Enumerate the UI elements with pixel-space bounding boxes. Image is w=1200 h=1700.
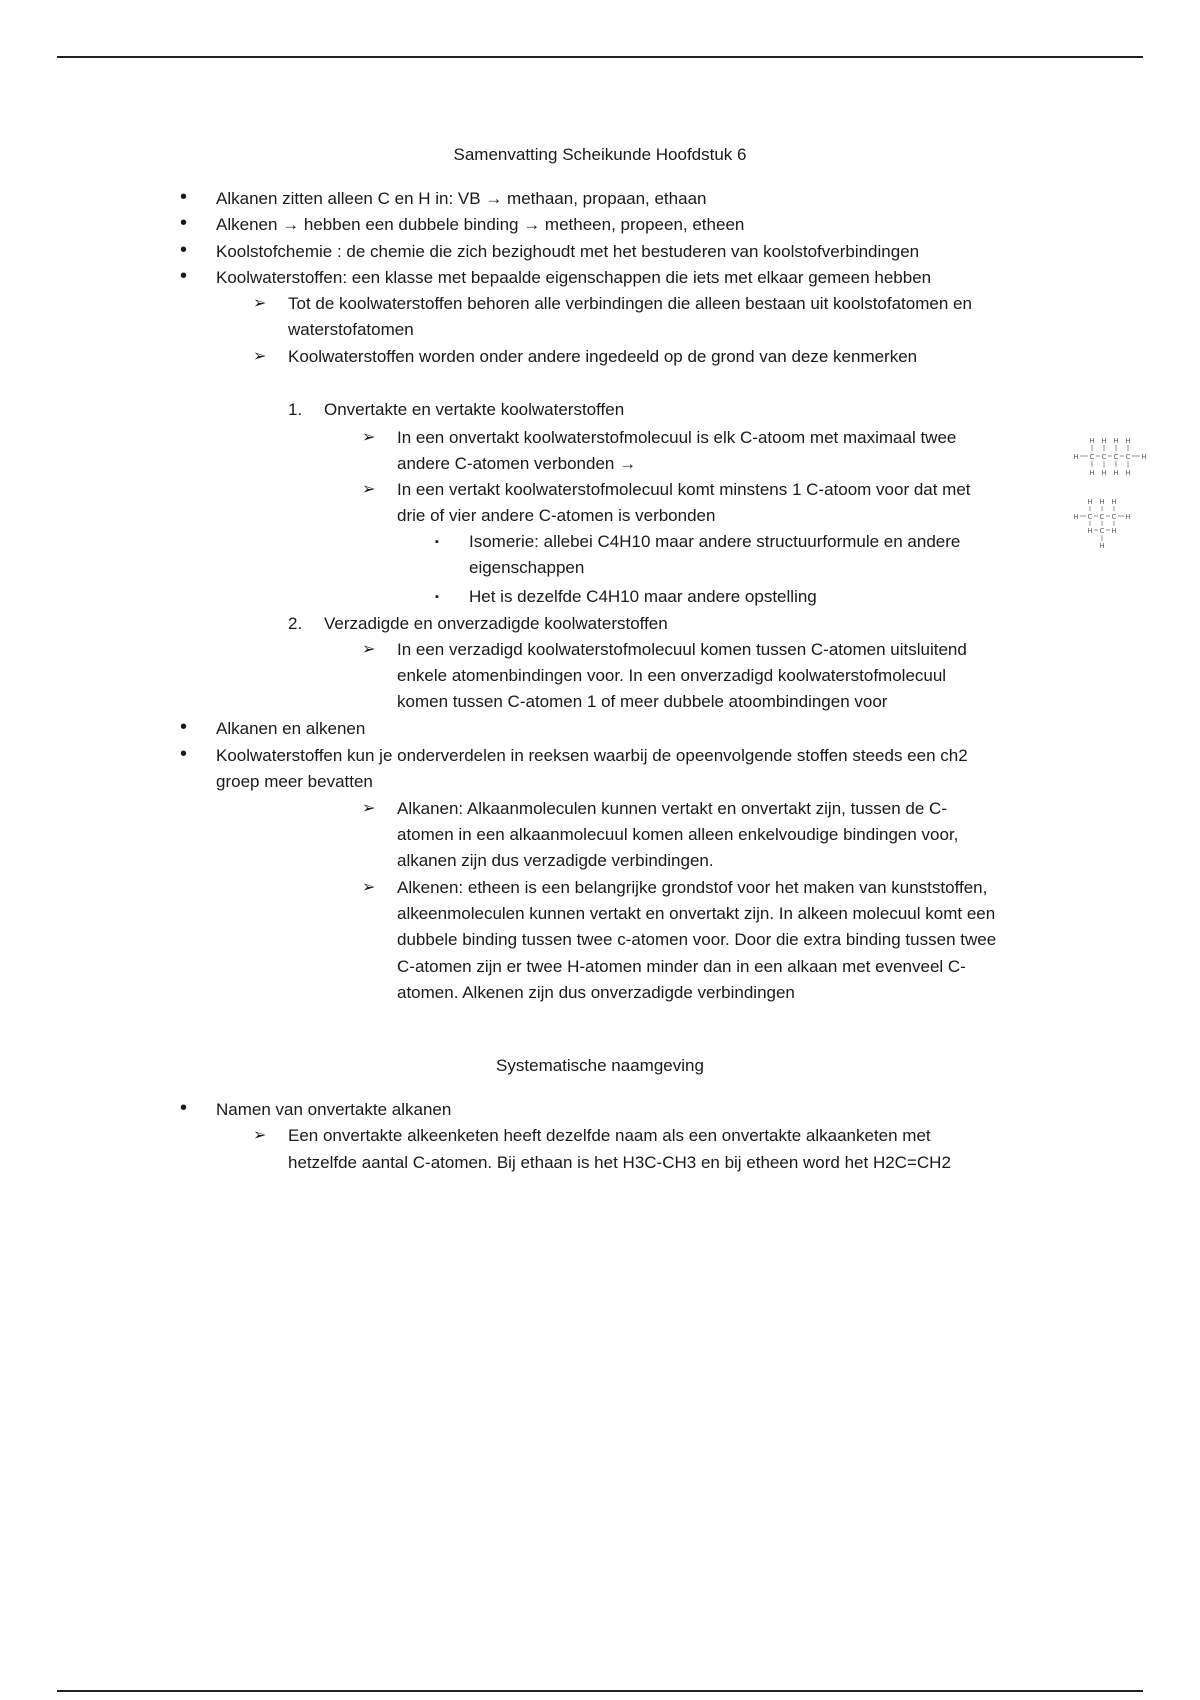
atom-h: H	[1089, 469, 1095, 477]
number-marker: 1.	[288, 400, 303, 419]
sub-sub-item-text: Het is dezelfde C4H10 maar andere opstelling	[469, 587, 817, 606]
sub-item-text: drie of vier andere C-atomen is verbonden	[397, 506, 716, 525]
atom-h: H	[1141, 453, 1147, 461]
square-marker: ▪	[435, 591, 439, 603]
sub-item-text: komen tussen C-atomen 1 of meer dubbele atoombindingen voor	[397, 692, 888, 711]
bullet-marker: •	[180, 212, 188, 234]
sub-item-text: alkanen zijn dus verzadigde verbindingen.	[397, 851, 714, 870]
sub-item-text: dubbele binding tussen twee c-atomen voor. Door die extra binding tussen twee	[397, 930, 997, 949]
atom-c: C	[1099, 513, 1105, 521]
top-rule	[57, 56, 1143, 58]
numbered-item-onvertakte: Onvertakte en vertakte koolwaterstoffen	[324, 400, 625, 419]
sub-item-text: enkele atomenbindingen voor. In een onverzadigd koolwaterstofmolecuul	[397, 666, 947, 685]
sub-item-text: In een vertakt koolwaterstofmolecuul komt minstens 1 C-atoom voor dat met	[397, 480, 971, 499]
sub-item-text: In een verzadigd koolwaterstofmolecuul komen tussen C-atomen uitsluitend	[397, 640, 967, 659]
atom-h: H	[1111, 498, 1117, 506]
bullet-marker: •	[180, 1097, 188, 1119]
atom-h: H	[1073, 513, 1079, 521]
atom-h: H	[1087, 527, 1093, 535]
arrow-marker: ➢	[362, 481, 376, 498]
atom-h: H	[1111, 527, 1117, 535]
atom-h: H	[1113, 469, 1119, 477]
arrow-marker: ➢	[362, 800, 376, 817]
atom-c: C	[1113, 453, 1119, 461]
bullet-item-reeksen: Koolwaterstoffen kun je onderverdelen in reeksen waarbij de opeenvolgende stoffen steeds een ch2	[216, 746, 968, 765]
atom-h: H	[1087, 498, 1093, 506]
bullet-item-alkanen-alkenen: Alkanen en alkenen	[216, 719, 366, 738]
arrow-marker: ➢	[253, 295, 267, 312]
arrow-marker: ➢	[253, 1127, 267, 1144]
atom-h: H	[1099, 498, 1105, 506]
numbered-item-verzadigde: Verzadigde en onverzadigde koolwaterstoffen	[324, 614, 668, 633]
bullet-marker: •	[180, 743, 188, 765]
sub-item-text: Tot de koolwaterstoffen behoren alle verbindingen die alleen bestaan uit koolstofatomen en	[288, 294, 972, 313]
sub-item-text: atomen in een alkaanmolecuul komen alleen enkelvoudige bindingen voor,	[397, 825, 959, 844]
bottom-rule	[57, 1690, 1143, 1692]
atom-h: H	[1089, 437, 1095, 445]
section-title-naamgeving: Systematische naamgeving	[496, 1056, 704, 1075]
bullet-item-namen: Namen van onvertakte alkanen	[216, 1100, 452, 1119]
bullet-item-koolstofchemie: Koolstofchemie : de chemie die zich bezighoudt met het bestuderen van koolstofverbindingen	[216, 242, 920, 261]
square-marker: ▪	[435, 536, 439, 548]
sub-item-text: hetzelfde aantal C-atomen. Bij ethaan is het H3C-CH3 en bij etheen word het H2C=CH2	[288, 1153, 951, 1172]
atom-h: H	[1101, 437, 1107, 445]
isobutane-structure-image	[1068, 496, 1138, 552]
sub-item-text: waterstofatomen	[288, 320, 414, 339]
sub-item-text: Koolwaterstoffen worden onder andere ingedeeld op de grond van deze kenmerken	[288, 347, 918, 366]
arrow-marker: ➢	[362, 641, 376, 658]
arrow-marker: ➢	[253, 348, 267, 365]
sub-sub-item-text: Isomerie: allebei C4H10 maar andere structuurformule en andere	[469, 532, 961, 551]
atom-c: C	[1125, 453, 1131, 461]
bullet-item-reeksen-cont: groep meer bevatten	[216, 772, 373, 791]
arrow-marker: ➢	[362, 429, 376, 446]
atom-h: H	[1099, 542, 1105, 550]
atom-h: H	[1073, 453, 1079, 461]
sub-item-text: Een onvertakte alkeenketen heeft dezelfde naam als een onvertakte alkaanketen met	[288, 1126, 931, 1145]
bullet-marker: •	[180, 265, 188, 287]
sub-item-text: andere C-atomen verbonden →	[397, 454, 637, 473]
bullet-marker: •	[180, 186, 188, 208]
bullet-marker: •	[180, 239, 188, 261]
sub-item-text: Alkanen: Alkaanmoleculen kunnen vertakt en onvertakt zijn, tussen de C-	[397, 799, 947, 818]
bullet-item-alkenen: Alkenen → hebben een dubbele binding → metheen, propeen, etheen	[216, 215, 745, 234]
butane-structure-image	[1068, 434, 1152, 478]
document-title: Samenvatting Scheikunde Hoofdstuk 6	[453, 145, 747, 164]
atom-c: C	[1101, 453, 1107, 461]
number-marker: 2.	[288, 614, 303, 633]
sub-item-text: C-atomen zijn er twee H-atomen minder dan in een alkaan met evenveel C-	[397, 957, 966, 976]
atom-c: C	[1087, 513, 1093, 521]
sub-item-text: Alkenen: etheen is een belangrijke grondstof voor het maken van kunststoffen,	[397, 878, 988, 897]
atom-h: H	[1125, 513, 1131, 521]
bullet-item-alkanen: Alkanen zitten alleen C en H in: VB → methaan, propaan, ethaan	[216, 189, 707, 208]
atom-h: H	[1101, 469, 1107, 477]
atom-h: H	[1125, 437, 1131, 445]
atom-c: C	[1111, 513, 1117, 521]
atom-c: C	[1099, 527, 1105, 535]
sub-item-text: atomen. Alkenen zijn dus onverzadigde verbindingen	[397, 983, 795, 1002]
atom-h: H	[1113, 437, 1119, 445]
bullet-marker: •	[180, 716, 188, 738]
arrow-marker: ➢	[362, 879, 376, 896]
atom-h: H	[1125, 469, 1131, 477]
atom-c: C	[1089, 453, 1095, 461]
sub-item-text: alkeenmoleculen kunnen vertakt en onvertakt zijn. In alkeen molecuul komt een	[397, 904, 996, 923]
sub-item-text: In een onvertakt koolwaterstofmolecuul is elk C-atoom met maximaal twee	[397, 428, 957, 447]
sub-sub-item-text: eigenschappen	[469, 558, 585, 577]
bullet-item-koolwaterstoffen: Koolwaterstoffen: een klasse met bepaalde eigenschappen die iets met elkaar gemeen hebben	[216, 268, 932, 287]
